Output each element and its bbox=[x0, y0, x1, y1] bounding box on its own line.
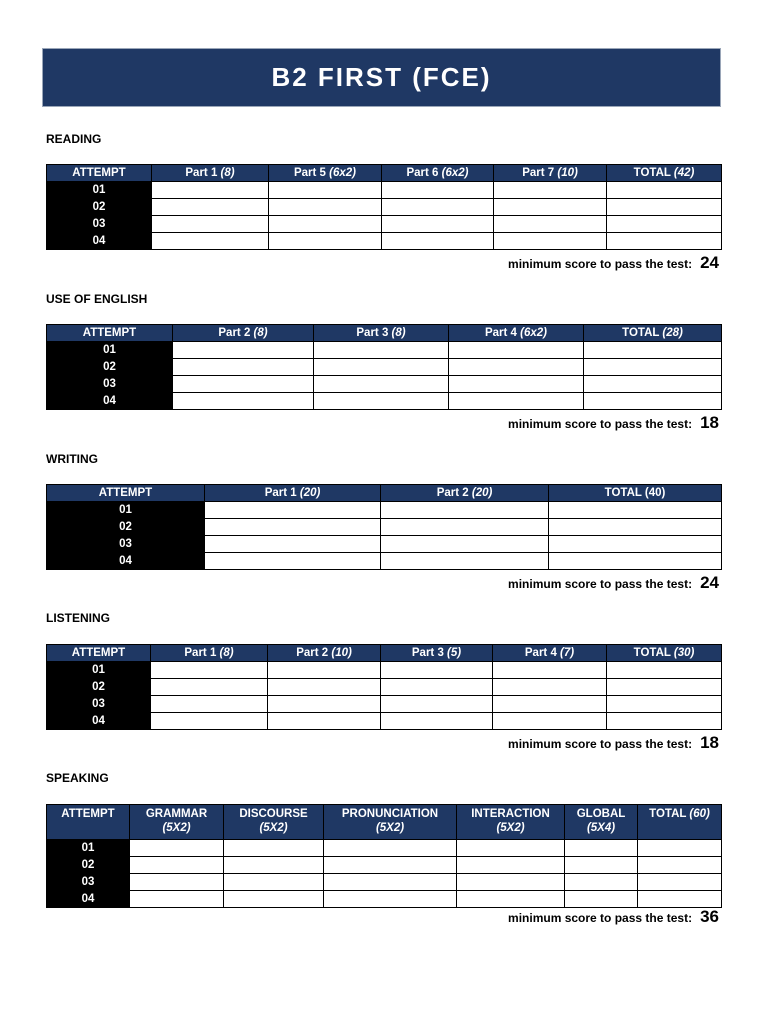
score-cell[interactable] bbox=[314, 342, 449, 359]
score-cell[interactable] bbox=[549, 536, 722, 553]
use-of-english-table bbox=[46, 324, 722, 410]
score-cell[interactable] bbox=[638, 891, 722, 908]
table-row bbox=[47, 342, 722, 359]
column-header: TOTAL (42) bbox=[607, 165, 722, 182]
table-row bbox=[47, 393, 722, 410]
attempt-number: 02 bbox=[47, 857, 130, 874]
attempt-number: 03 bbox=[47, 536, 205, 553]
score-cell[interactable] bbox=[381, 519, 549, 536]
column-header: TOTAL (30) bbox=[607, 645, 722, 662]
speaking-table bbox=[46, 804, 722, 908]
reading-heading: READING bbox=[46, 132, 102, 146]
attempt-number: 04 bbox=[47, 891, 130, 908]
attempt-header: ATTEMPT bbox=[47, 485, 205, 502]
speaking-header-row bbox=[47, 805, 722, 840]
column-header: Part 4 (7) bbox=[493, 645, 607, 662]
score-cell[interactable] bbox=[381, 502, 549, 519]
min-score-label: minimum score to pass the test: bbox=[508, 257, 693, 271]
column-header: Part 1 (20) bbox=[205, 485, 381, 502]
score-cell[interactable] bbox=[449, 393, 584, 410]
writing-section bbox=[46, 452, 721, 592]
score-cell[interactable] bbox=[268, 713, 381, 730]
score-cell[interactable] bbox=[268, 679, 381, 696]
score-cell[interactable] bbox=[607, 679, 722, 696]
attempt-number: 03 bbox=[47, 376, 173, 393]
table-row bbox=[47, 662, 722, 679]
score-cell[interactable] bbox=[268, 696, 381, 713]
writing-header-row bbox=[47, 485, 722, 502]
table-row bbox=[47, 553, 722, 570]
reading-table bbox=[46, 164, 722, 250]
score-cell[interactable] bbox=[638, 874, 722, 891]
table-row bbox=[47, 713, 722, 730]
score-cell[interactable] bbox=[565, 857, 638, 874]
table-row bbox=[47, 679, 722, 696]
score-cell[interactable] bbox=[607, 233, 722, 250]
score-cell[interactable] bbox=[130, 874, 224, 891]
score-cell[interactable] bbox=[638, 857, 722, 874]
use-of-english-section bbox=[46, 292, 721, 432]
score-cell[interactable] bbox=[457, 891, 565, 908]
score-cell[interactable] bbox=[130, 840, 224, 857]
table-row bbox=[47, 502, 722, 519]
attempt-number: 02 bbox=[47, 359, 173, 376]
score-cell[interactable] bbox=[449, 342, 584, 359]
score-cell[interactable] bbox=[269, 182, 382, 199]
table-row bbox=[47, 359, 722, 376]
attempt-number: 03 bbox=[47, 696, 151, 713]
table-row bbox=[47, 199, 722, 216]
score-cell[interactable] bbox=[382, 233, 494, 250]
score-cell[interactable] bbox=[493, 679, 607, 696]
score-cell[interactable] bbox=[549, 519, 722, 536]
table-row bbox=[47, 696, 722, 713]
table-row bbox=[47, 536, 722, 553]
table-row bbox=[47, 857, 722, 874]
score-cell[interactable] bbox=[493, 696, 607, 713]
column-header: Part 6 (6x2) bbox=[382, 165, 494, 182]
min-score-value: 24 bbox=[700, 253, 719, 272]
min-score-value: 24 bbox=[700, 573, 719, 592]
score-cell[interactable] bbox=[457, 857, 565, 874]
score-cell[interactable] bbox=[382, 182, 494, 199]
score-cell[interactable] bbox=[205, 502, 381, 519]
score-cell[interactable] bbox=[607, 199, 722, 216]
column-header: Part 3 (8) bbox=[314, 325, 449, 342]
attempt-header: ATTEMPT bbox=[47, 165, 152, 182]
column-header: Part 4 (6x2) bbox=[449, 325, 584, 342]
score-cell[interactable] bbox=[494, 233, 607, 250]
column-header: Part 2 (8) bbox=[173, 325, 314, 342]
attempt-number: 01 bbox=[47, 502, 205, 519]
attempt-number: 04 bbox=[47, 233, 152, 250]
score-cell[interactable] bbox=[381, 553, 549, 570]
column-header: TOTAL (60) bbox=[638, 805, 722, 840]
score-cell[interactable] bbox=[173, 376, 314, 393]
min-score-label: minimum score to pass the test: bbox=[508, 417, 693, 431]
column-header: Part 7 (10) bbox=[494, 165, 607, 182]
column-header: Part 2 (20) bbox=[381, 485, 549, 502]
attempt-number: 02 bbox=[47, 199, 152, 216]
score-cell[interactable] bbox=[584, 342, 722, 359]
attempt-number: 04 bbox=[47, 553, 205, 570]
attempt-number: 01 bbox=[47, 662, 151, 679]
column-header: TOTAL (40) bbox=[549, 485, 722, 502]
score-cell[interactable] bbox=[224, 874, 324, 891]
score-cell[interactable] bbox=[584, 393, 722, 410]
use-of-english-heading: USE OF ENGLISH bbox=[46, 292, 148, 306]
listening-table bbox=[46, 644, 722, 730]
column-header: Part 3 (5) bbox=[381, 645, 493, 662]
attempt-number: 01 bbox=[47, 342, 173, 359]
score-cell[interactable] bbox=[314, 376, 449, 393]
column-header: Part 2 (10) bbox=[268, 645, 381, 662]
attempt-number: 04 bbox=[47, 713, 151, 730]
score-cell[interactable] bbox=[205, 536, 381, 553]
column-header: Part 5 (6x2) bbox=[269, 165, 382, 182]
score-cell[interactable] bbox=[381, 662, 493, 679]
table-row bbox=[47, 874, 722, 891]
column-header: Part 1 (8) bbox=[152, 165, 269, 182]
min-score-label: minimum score to pass the test: bbox=[508, 577, 693, 591]
listening-min-score bbox=[508, 733, 719, 753]
score-cell[interactable] bbox=[549, 553, 722, 570]
attempt-header: ATTEMPT bbox=[47, 645, 151, 662]
table-row bbox=[47, 891, 722, 908]
writing-table bbox=[46, 484, 722, 570]
score-cell[interactable] bbox=[457, 840, 565, 857]
column-header: INTERACTION (5X2) bbox=[457, 805, 565, 840]
attempt-number: 04 bbox=[47, 393, 173, 410]
score-cell[interactable] bbox=[324, 857, 457, 874]
score-cell[interactable] bbox=[151, 713, 268, 730]
score-cell[interactable] bbox=[152, 199, 269, 216]
page-title: B2 FIRST (FCE) bbox=[271, 62, 492, 92]
attempt-number: 03 bbox=[47, 216, 152, 233]
table-row bbox=[47, 182, 722, 199]
score-cell[interactable] bbox=[151, 679, 268, 696]
min-score-label: minimum score to pass the test: bbox=[508, 911, 693, 925]
score-cell[interactable] bbox=[152, 182, 269, 199]
speaking-section bbox=[46, 771, 721, 926]
score-cell[interactable] bbox=[269, 233, 382, 250]
listening-heading: LISTENING bbox=[46, 611, 111, 625]
score-cell[interactable] bbox=[457, 874, 565, 891]
score-cell[interactable] bbox=[173, 342, 314, 359]
score-cell[interactable] bbox=[493, 662, 607, 679]
score-cell[interactable] bbox=[224, 840, 324, 857]
score-cell[interactable] bbox=[151, 662, 268, 679]
score-cell[interactable] bbox=[493, 713, 607, 730]
score-cell[interactable] bbox=[152, 216, 269, 233]
score-cell[interactable] bbox=[205, 519, 381, 536]
speaking-heading: SPEAKING bbox=[46, 771, 109, 785]
reading-header-row bbox=[47, 165, 722, 182]
column-header: Part 1 (8) bbox=[151, 645, 268, 662]
min-score-value: 36 bbox=[700, 907, 719, 926]
score-cell[interactable] bbox=[381, 536, 549, 553]
score-cell[interactable] bbox=[607, 216, 722, 233]
score-cell[interactable] bbox=[130, 857, 224, 874]
score-cell[interactable] bbox=[494, 216, 607, 233]
min-score-value: 18 bbox=[700, 413, 719, 432]
reading-min-score bbox=[508, 253, 719, 273]
score-cell[interactable] bbox=[382, 199, 494, 216]
score-cell[interactable] bbox=[381, 696, 493, 713]
attempt-number: 01 bbox=[47, 182, 152, 199]
score-cell[interactable] bbox=[607, 696, 722, 713]
score-cell[interactable] bbox=[324, 891, 457, 908]
reading-section bbox=[46, 132, 721, 272]
score-cell[interactable] bbox=[314, 393, 449, 410]
attempt-number: 02 bbox=[47, 679, 151, 696]
score-cell[interactable] bbox=[494, 199, 607, 216]
table-row bbox=[47, 216, 722, 233]
score-cell[interactable] bbox=[565, 874, 638, 891]
attempt-number: 03 bbox=[47, 874, 130, 891]
column-header: GLOBAL (5X4) bbox=[565, 805, 638, 840]
score-cell[interactable] bbox=[314, 359, 449, 376]
score-cell[interactable] bbox=[268, 662, 381, 679]
writing-min-score bbox=[508, 573, 719, 593]
score-cell[interactable] bbox=[173, 393, 314, 410]
score-cell[interactable] bbox=[494, 182, 607, 199]
attempt-number: 02 bbox=[47, 519, 205, 536]
speaking-min-score bbox=[508, 907, 719, 927]
use-of-english-header-row bbox=[47, 325, 722, 342]
score-cell[interactable] bbox=[565, 891, 638, 908]
table-row bbox=[47, 519, 722, 536]
title-banner bbox=[43, 49, 720, 106]
writing-heading: WRITING bbox=[46, 452, 98, 466]
column-header: DISCOURSE (5X2) bbox=[224, 805, 324, 840]
listening-section bbox=[46, 611, 721, 752]
score-cell[interactable] bbox=[151, 696, 268, 713]
min-score-value: 18 bbox=[700, 733, 719, 752]
score-cell[interactable] bbox=[152, 233, 269, 250]
score-cell[interactable] bbox=[381, 679, 493, 696]
table-row bbox=[47, 233, 722, 250]
score-cell[interactable] bbox=[224, 857, 324, 874]
column-header: GRAMMAR (5X2) bbox=[130, 805, 224, 840]
attempt-number: 01 bbox=[47, 840, 130, 857]
column-header: TOTAL (28) bbox=[584, 325, 722, 342]
score-cell[interactable] bbox=[565, 840, 638, 857]
score-cell[interactable] bbox=[449, 359, 584, 376]
score-cell[interactable] bbox=[584, 376, 722, 393]
score-cell[interactable] bbox=[638, 840, 722, 857]
score-cell[interactable] bbox=[269, 199, 382, 216]
score-cell[interactable] bbox=[584, 359, 722, 376]
score-cell[interactable] bbox=[130, 891, 224, 908]
use-of-english-min-score bbox=[508, 413, 719, 433]
attempt-header: ATTEMPT bbox=[47, 805, 130, 840]
score-cell[interactable] bbox=[205, 553, 381, 570]
score-cell[interactable] bbox=[382, 216, 494, 233]
attempt-header: ATTEMPT bbox=[47, 325, 173, 342]
score-cell[interactable] bbox=[381, 713, 493, 730]
score-cell[interactable] bbox=[269, 216, 382, 233]
score-cell[interactable] bbox=[224, 891, 324, 908]
score-cell[interactable] bbox=[607, 713, 722, 730]
score-cell[interactable] bbox=[607, 182, 722, 199]
score-cell[interactable] bbox=[449, 376, 584, 393]
score-cell[interactable] bbox=[607, 662, 722, 679]
table-row bbox=[47, 376, 722, 393]
table-row bbox=[47, 840, 722, 857]
score-cell[interactable] bbox=[324, 874, 457, 891]
column-header: PRONUNCIATION (5X2) bbox=[324, 805, 457, 840]
score-cell[interactable] bbox=[324, 840, 457, 857]
score-cell[interactable] bbox=[173, 359, 314, 376]
score-cell[interactable] bbox=[549, 502, 722, 519]
listening-header-row bbox=[47, 645, 722, 662]
min-score-label: minimum score to pass the test: bbox=[508, 737, 693, 751]
